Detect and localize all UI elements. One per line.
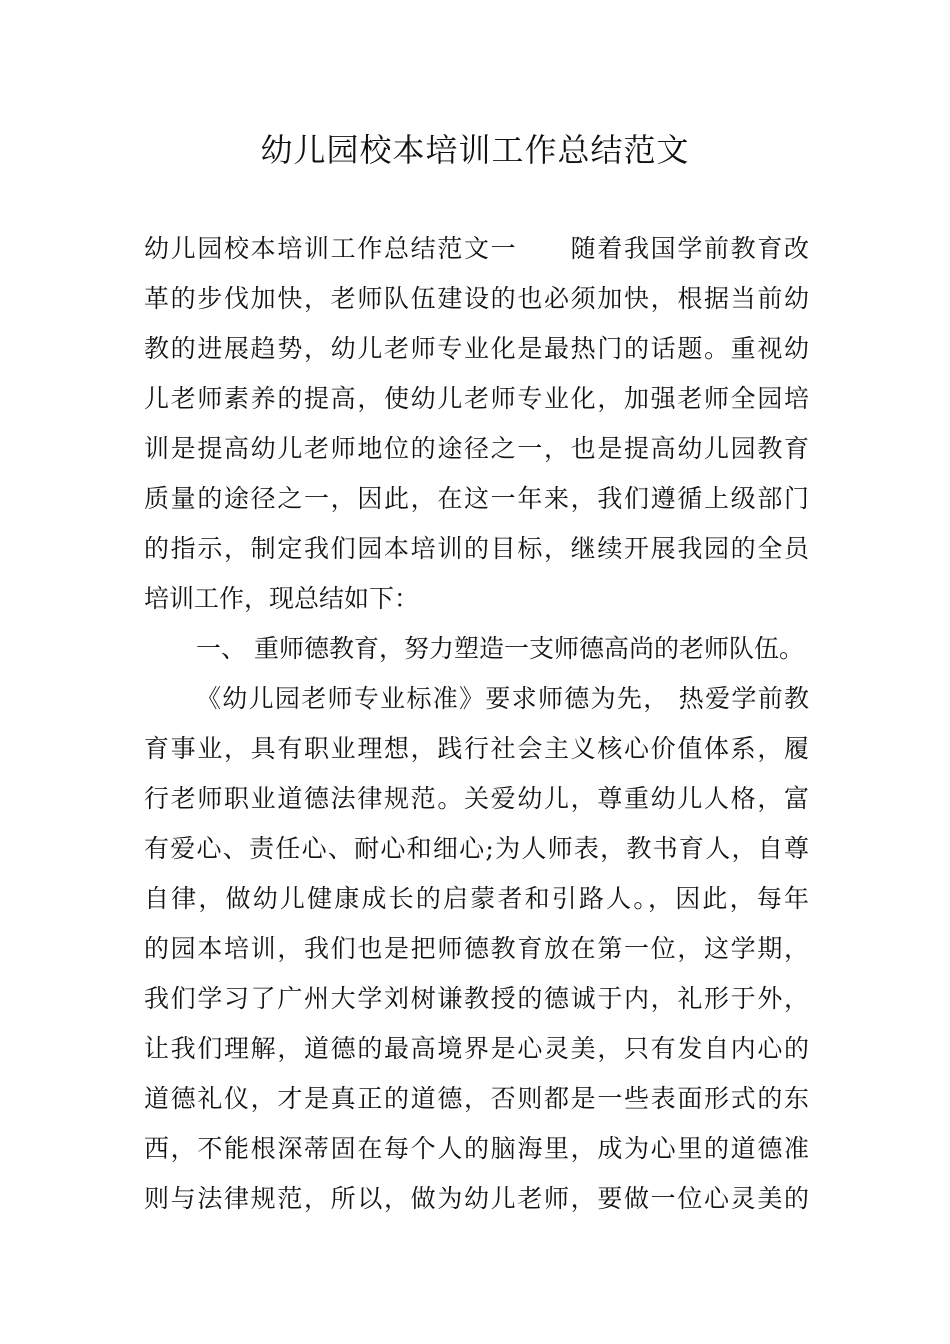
paragraph-line: 训是提高幼儿老师地位的途径之一，也是提高幼儿园教育 (144, 434, 809, 463)
paragraph-line: 道德礼仪，才是真正的道德，否则都是一些表面形式的东 (144, 1084, 809, 1113)
document-body (144, 224, 809, 1224)
paragraph-line: 《幼儿园老师专业标准》要求师德为先， 热爱学前教 (196, 684, 809, 713)
paragraph-line: 革的步伐加快，老师队伍建设的也必须加快，根据当前幼 (144, 284, 809, 313)
paragraph-line: 有爱心、责任心、耐心和细心;为人师表，教书育人，自尊 (144, 834, 809, 863)
paragraph-line: 的指示，制定我们园本培训的目标，继续开展我园的全员 (144, 534, 809, 563)
paragraph-line: 让我们理解，道德的最高境界是心灵美，只有发自内心的 (144, 1034, 809, 1063)
section-heading: 一、 重师德教育，努力塑造一支师德高尚的老师队伍。 (196, 634, 804, 663)
paragraph-line: 我们学习了广州大学刘树谦教授的德诚于内，礼形于外， (144, 984, 809, 1013)
paragraph-line: 则与法律规范，所以，做为幼儿老师，要做一位心灵美的 (144, 1184, 809, 1213)
paragraph-line: 育事业，具有职业理想，践行社会主义核心价值体系，履 (144, 734, 809, 763)
paragraph-line: 培训工作，现总结如下： (144, 584, 420, 613)
paragraph-line: 行老师职业道德法律规范。关爱幼儿，尊重幼儿人格，富 (144, 784, 809, 813)
paragraph-line: 幼儿园校本培训工作总结范文一 随着我国学前教育改 (144, 234, 809, 263)
paragraph-line: 的园本培训，我们也是把师德教育放在第一位，这学期， (144, 934, 809, 963)
paragraph-line: 西，不能根深蒂固在每个人的脑海里，成为心里的道德准 (144, 1134, 809, 1163)
document-title: 幼儿园校本培训工作总结范文 (260, 131, 690, 169)
paragraph-line: 自律，做幼儿健康成长的启蒙者和引路人。，因此，每年 (144, 884, 809, 913)
paragraph-line: 质量的途径之一，因此，在这一年来，我们遵循上级部门 (144, 484, 809, 513)
paragraph-line: 儿老师素养的提高，使幼儿老师专业化，加强老师全园培 (144, 384, 809, 413)
paragraph-line: 教的进展趋势，幼儿老师专业化是最热门的话题。重视幼 (144, 334, 809, 363)
